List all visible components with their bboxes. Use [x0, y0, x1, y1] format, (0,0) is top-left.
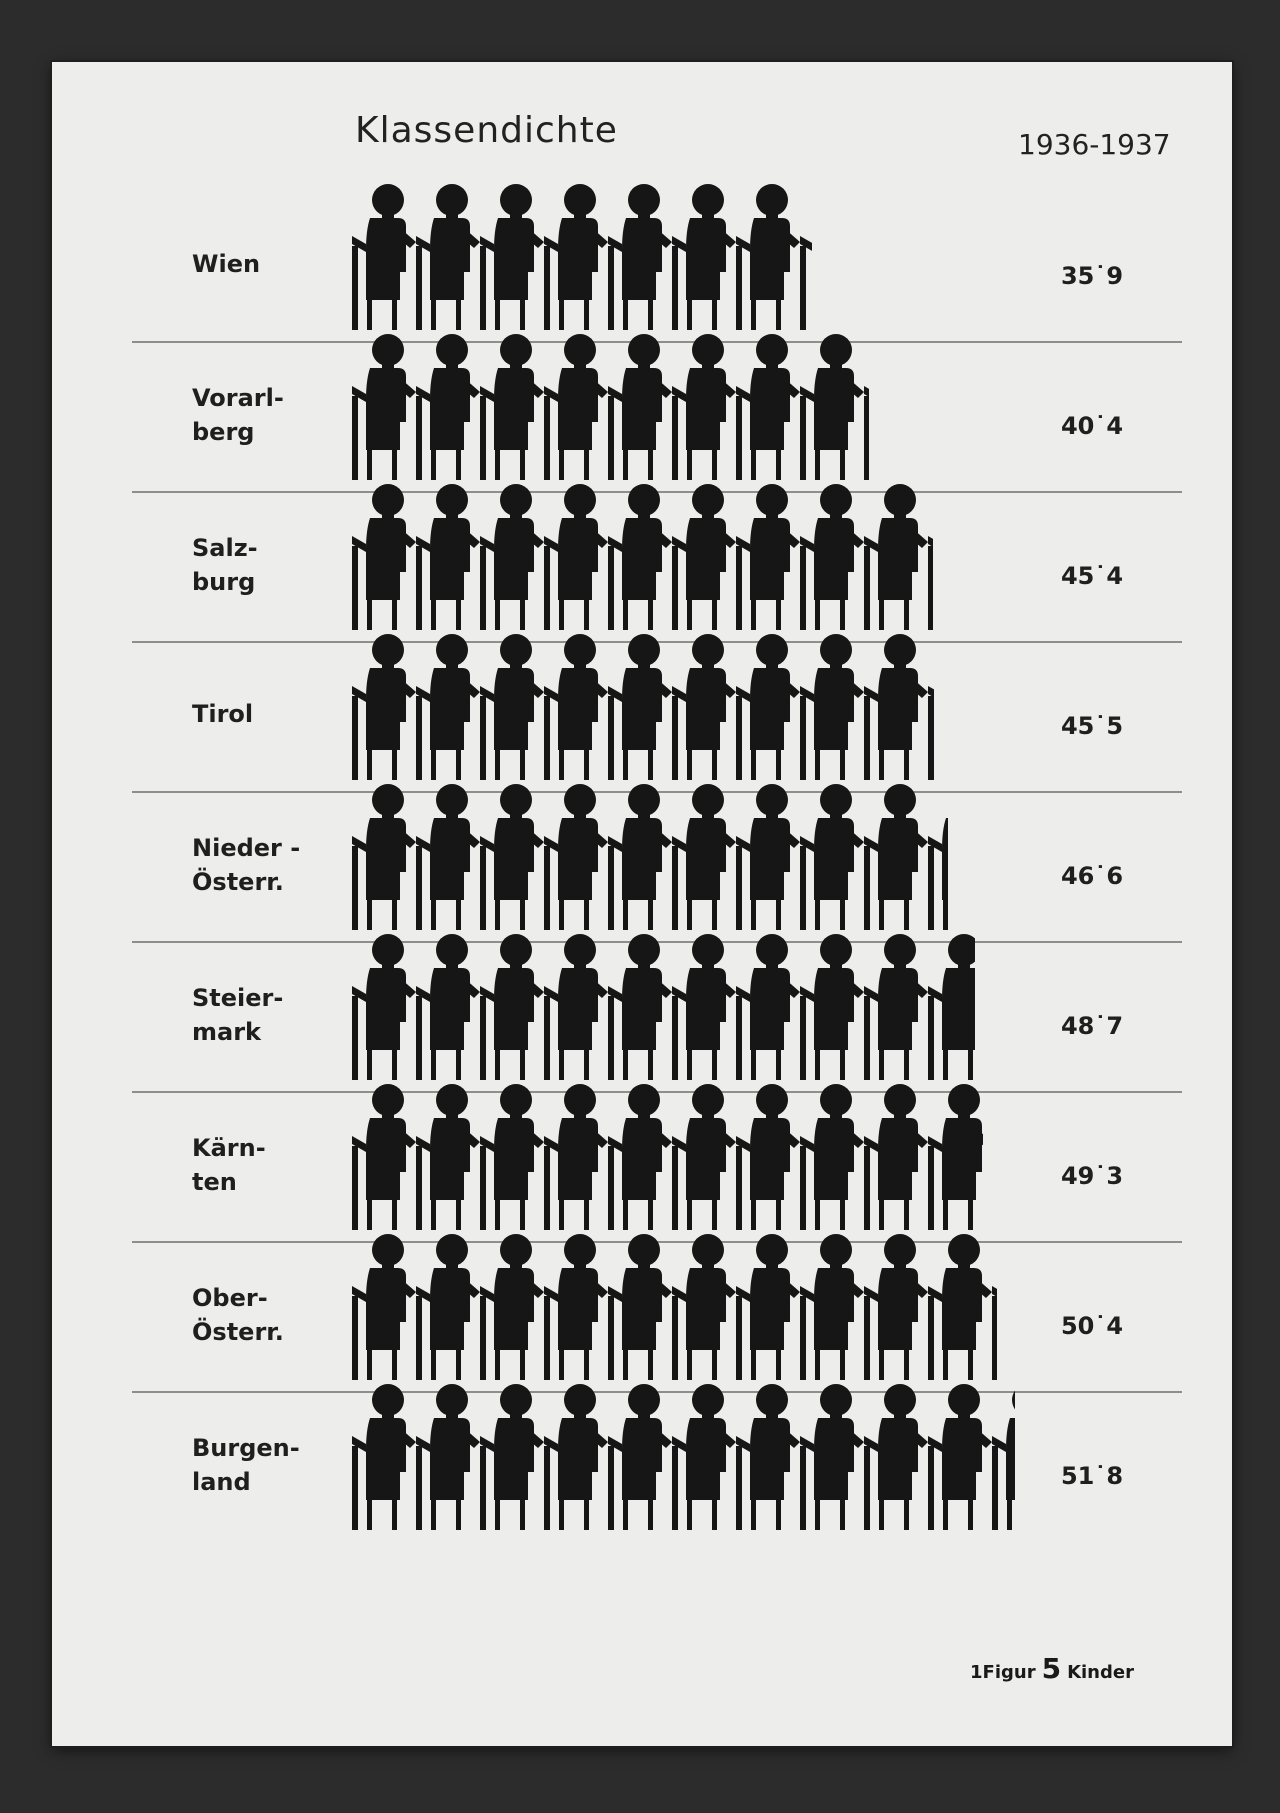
legend-suffix: Kinder: [1067, 1662, 1134, 1683]
category-label-line: Kärn-: [192, 1134, 266, 1162]
pictogram-row: [352, 334, 928, 480]
category-label: [192, 1284, 284, 1346]
partial-figure-mark: [800, 184, 864, 330]
figure-mark: [544, 334, 608, 480]
figure-mark: [608, 184, 672, 330]
figure-mark: [352, 334, 416, 480]
category-label-line: Vorarl-: [192, 384, 284, 412]
value-label: 40˙4: [1060, 412, 1124, 440]
figure-mark: [544, 1234, 608, 1380]
pictogram-row: [352, 934, 992, 1080]
figure-mark: [672, 1084, 736, 1230]
value-label: 51˙8: [1060, 1462, 1124, 1490]
partial-figure-mark: [928, 1084, 992, 1230]
category-label: [192, 1434, 300, 1496]
figure-mark: [928, 1234, 992, 1380]
figure-mark: [800, 334, 864, 480]
figure-mark: [864, 934, 928, 1080]
figure-mark: [800, 1384, 864, 1530]
partial-figure-mark: [928, 784, 992, 930]
figure-mark: [864, 784, 928, 930]
value-label: 50˙4: [1060, 1312, 1124, 1340]
figure-mark: [480, 784, 544, 930]
figure-mark: [672, 1384, 736, 1530]
figure-mark: [480, 334, 544, 480]
figure-mark: [352, 1234, 416, 1380]
category-label: [192, 384, 284, 446]
category-label-line: Ober-: [192, 1284, 268, 1312]
figure-mark: [928, 1384, 992, 1530]
category-label-line: land: [192, 1468, 251, 1496]
figure-mark: [352, 184, 416, 330]
category-label-line: Österr.: [192, 1318, 284, 1346]
figure-mark: [480, 634, 544, 780]
figure-mark: [352, 934, 416, 1080]
figure-mark: [416, 334, 480, 480]
figure-mark: [672, 634, 736, 780]
figure-mark: [544, 934, 608, 1080]
figure-mark: [736, 934, 800, 1080]
figure-mark: [672, 484, 736, 630]
category-label-line: Tirol: [192, 700, 254, 728]
figure-mark: [608, 934, 672, 1080]
figure-mark: [544, 1084, 608, 1230]
chart-title: Klassendichte: [355, 110, 618, 151]
figure-mark: [544, 1384, 608, 1530]
pictogram-chart: [52, 62, 1232, 1746]
value-label: 48˙7: [1060, 1012, 1124, 1040]
figure-mark: [864, 484, 928, 630]
figure-mark: [352, 1384, 416, 1530]
figure-mark: [352, 484, 416, 630]
legend-note: [970, 1652, 1134, 1685]
partial-figure-mark: [928, 934, 992, 1080]
figure-mark: [480, 1084, 544, 1230]
figure-mark: [672, 784, 736, 930]
category-label-line: Österr.: [192, 868, 284, 896]
partial-figure-mark: [992, 1234, 1056, 1380]
figure-mark: [736, 1384, 800, 1530]
figure-mark: [672, 184, 736, 330]
figure-mark: [736, 1084, 800, 1230]
figure-mark: [480, 1234, 544, 1380]
category-label-line: Wien: [192, 250, 261, 278]
figure-mark: [864, 634, 928, 780]
chart-period: 1936-1937: [1018, 128, 1171, 161]
value-label: 45˙4: [1060, 562, 1124, 590]
category-label-line: Burgen-: [192, 1434, 300, 1462]
category-label-line: ten: [192, 1168, 237, 1196]
figure-mark: [480, 1384, 544, 1530]
figure-mark: [800, 1084, 864, 1230]
figure-mark: [608, 334, 672, 480]
chart-card: [52, 62, 1232, 1746]
category-label-line: berg: [192, 418, 255, 446]
figure-mark: [544, 184, 608, 330]
partial-figure-mark: [928, 634, 992, 780]
partial-figure-mark: [992, 1384, 1056, 1530]
figure-mark: [736, 184, 800, 330]
figure-mark: [416, 1234, 480, 1380]
figure-mark: [864, 1084, 928, 1230]
figure-mark: [864, 1384, 928, 1530]
pictogram-row: [352, 184, 864, 330]
legend-number: 5: [1041, 1652, 1062, 1685]
figure-mark: [480, 484, 544, 630]
figure-mark: [736, 484, 800, 630]
value-label: 35˙9: [1060, 262, 1124, 290]
partial-figure-mark: [864, 334, 928, 480]
figure-mark: [352, 634, 416, 780]
figure-mark: [416, 1384, 480, 1530]
figure-mark: [416, 634, 480, 780]
figure-mark: [544, 634, 608, 780]
figure-mark: [608, 634, 672, 780]
category-label-line: Salz-: [192, 534, 258, 562]
category-label: [192, 534, 258, 596]
pictogram-row: [352, 1234, 1056, 1380]
value-label: 45˙5: [1060, 712, 1124, 740]
figure-mark: [608, 1384, 672, 1530]
figure-mark: [800, 1234, 864, 1380]
figure-mark: [416, 934, 480, 1080]
figure-mark: [416, 184, 480, 330]
figure-mark: [544, 784, 608, 930]
partial-figure-mark: [928, 484, 992, 630]
category-label-line: burg: [192, 568, 256, 596]
pictogram-row: [352, 1384, 1056, 1530]
figure-mark: [672, 334, 736, 480]
pictogram-row: [352, 1084, 992, 1230]
figure-mark: [608, 1234, 672, 1380]
category-label: [192, 834, 300, 896]
figure-mark: [864, 1234, 928, 1380]
figure-mark: [736, 334, 800, 480]
category-label-line: Steier-: [192, 984, 284, 1012]
category-label: [192, 1134, 266, 1196]
figure-mark: [800, 784, 864, 930]
figure-mark: [736, 1234, 800, 1380]
figure-mark: [736, 784, 800, 930]
category-label-line: Nieder -: [192, 834, 301, 862]
pictogram-row: [352, 784, 992, 930]
legend-prefix: 1Figur: [970, 1662, 1036, 1683]
category-label: [192, 984, 283, 1046]
pictogram-row: [352, 484, 992, 630]
figure-mark: [800, 934, 864, 1080]
figure-mark: [416, 484, 480, 630]
figure-mark: [800, 484, 864, 630]
pictogram-row: [352, 634, 992, 780]
figure-mark: [416, 784, 480, 930]
figure-mark: [352, 1084, 416, 1230]
value-label: 49˙3: [1060, 1162, 1124, 1190]
category-label-line: mark: [192, 1018, 261, 1046]
figure-mark: [480, 934, 544, 1080]
figure-mark: [672, 934, 736, 1080]
figure-mark: [672, 1234, 736, 1380]
category-label: [192, 700, 253, 728]
figure-mark: [352, 784, 416, 930]
figure-mark: [608, 1084, 672, 1230]
figure-mark: [736, 634, 800, 780]
figure-mark: [544, 484, 608, 630]
figure-mark: [608, 784, 672, 930]
figure-mark: [480, 184, 544, 330]
figure-mark: [800, 634, 864, 780]
figure-mark: [416, 1084, 480, 1230]
category-label: [192, 250, 260, 278]
figure-mark: [608, 484, 672, 630]
value-label: 46˙6: [1060, 862, 1124, 890]
